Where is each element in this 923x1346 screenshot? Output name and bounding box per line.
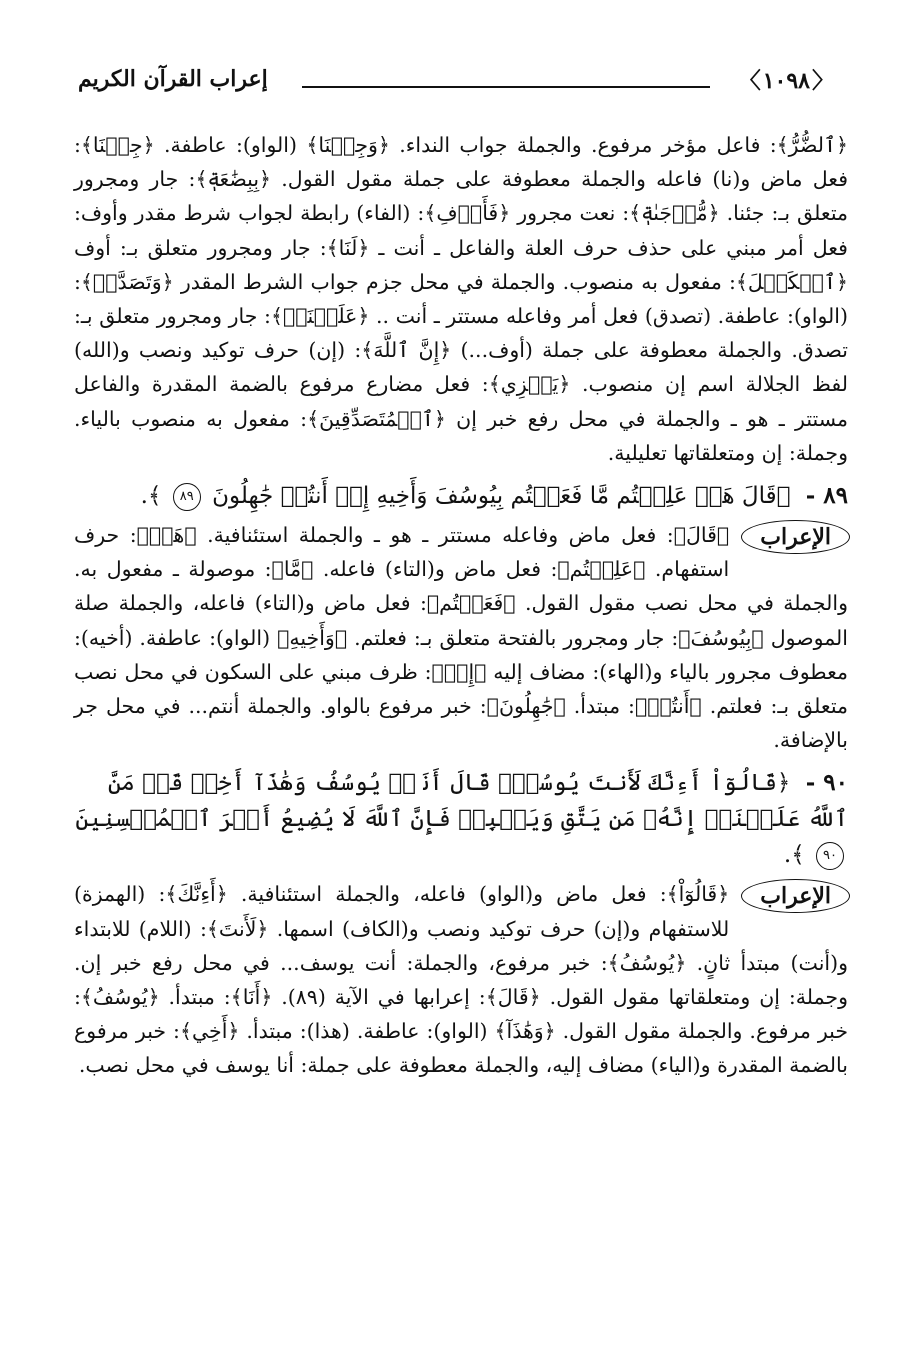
ayah-end-marker: ٩٠ (816, 842, 844, 870)
irab-label: الإعراب (741, 520, 850, 554)
irab-paragraph: ﴿قَالُوٓاْ﴾: فعل ماض و(الواو) فاعله، والجملة استئنافية. ﴿أَءِنَّكَ﴾: (الهمزة) للاستفهام و(إن) حرف توكيد ونصب و(الكاف) اسمها. ﴿لَأَنتَ﴾: (اللام) للابتداء و(أنت) مبتدأ ثانٍ. ﴿يُوسُفُ﴾: خبر مرفوع، والجملة: أنت يوسف... في محل رفع خبر إن. وجملة: إن ومتعلقاتها مقول القول. ﴿قَالَ﴾: إعرابها في الآية (٨٩). ﴿أَنَا﴾: مبتدأ. ﴿يُوسُفُ﴾: خبر مرفوع. والجملة مقول القول. ﴿وَهَٰذَآ﴾ (الواو): عاطفة. (هذا): مبتدأ. ﴿أَخِي﴾: خبر مرفوع بالضمة المقدرة و(الياء) مضاف إليه، والجملة معطوفة على جملة: أنا يوسف في محل نصب. (74, 882, 849, 1078)
verse-text: ﴿قَالُوٓاْ أَءِنَّكَ لَأَنتَ يُوسُفُۖ قَالَ أَنَا۠ يُوسُفُ وَهَٰذَآ أَخِيۖ قَدۡ مَنَّ ٱللَّهُ عَلَيۡنَآۖ إِنَّهُۥ مَن يَتَّقِ وَيَصۡبِرۡ فَإِنَّ ٱللَّهَ لَا يُضِيعُ أَجۡرَ ٱلۡمُحۡسِنِينَ (75, 770, 848, 833)
verse-90 (72, 765, 850, 873)
verse-number: ٩٠ - (805, 769, 848, 797)
verse-text: ﴿قَالَ هَلۡ عَلِمۡتُم مَّا فَعَلۡتُم بِيُوسُفَ وَأَخِيهِ إِذۡ أَنتُمۡ جَٰهِلُونَ (212, 483, 791, 510)
page (72, 56, 850, 1316)
page-number: 〈 ١٠٩٨ 〉 (729, 62, 844, 97)
verse-89 (72, 478, 850, 514)
irab-paragraph: ﴿قَالَ﴾: فعل ماض وفاعله مستتر ـ هو ـ والجملة استئنافية. ﴿هَلۡ﴾: حرف استفهام. ﴿عَلِمۡتُم﴾: فعل ماض و(التاء) فاعله. ﴿مَّا﴾: موصولة ـ مفعول به. والجملة في محل نصب مقول القول. ﴿فَعَلۡتُم﴾: فعل ماض و(التاء) فاعله، والجملة صلة الموصول ﴿بِيُوسُفَ﴾: جار ومجرور بالفتحة متعلق بـ: فعلتم. ﴿وَأَخِيهِ﴾ (الواو): عاطفة. (أخيه): معطوف مجرور بالياء و(الهاء): مضاف إليه ﴿إِذۡ﴾: ظرف مبني على السكون في محل نصب متعلق بـ: فعلتم. ﴿أَنتُمۡ﴾: مبتدأ. ﴿جَٰهِلُونَ﴾: خبر مرفوع بالواو. والجملة أنتم... في محل جر بالإضافة. (74, 523, 848, 753)
page-header (72, 56, 850, 106)
book-title: إعراب القرآن الكريم (78, 66, 268, 92)
intro-paragraph: ﴿ٱلضُّرُّ﴾: فاعل مؤخر مرفوع. والجملة جواب النداء. ﴿وَجِئۡنَا﴾ (الواو): عاطفة. ﴿جِئۡنَا﴾: فعل ماض و(نا) فاعله والجملة معطوفة على جملة مقول القول. ﴿بِبِضَٰعَةٖ﴾: جار ومجرور متعلق بـ: جئنا. ﴿مُّزۡجَىٰةٖ﴾: نعت مجرور ﴿فَأَوۡفِ﴾: (الفاء) رابطة لجواب شرط مقدر وأوف: فعل أمر مبني على حذف حرف العلة والفاعل ـ أنت ـ ﴿لَنَا﴾: جار ومجرور متعلق بـ: أوف ﴿ٱلۡكَيۡلَ﴾: مفعول به منصوب. والجملة في محل جزم جواب الشرط المقدر ﴿وَتَصَدَّقۡ﴾: (الواو): عاطفة. (تصدق) فعل أمر وفاعله مستتر ـ أنت .. ﴿عَلَيۡنَآۖ﴾: جار ومجرور متعلق بـ: تصدق. والجملة معطوفة على جملة (أوف...) ﴿إِنَّ ٱللَّهَ﴾: (إن) حرف توكيد ونصب و(الله) لفظ الجلالة اسم إن منصوب. ﴿يَجۡزِي﴾: فعل مضارع مرفوع بالضمة المقدرة والفاعل مستتر ـ هو ـ والجملة في محل رفع خبر إن ﴿ٱلۡمُتَصَدِّقِينَ﴾: مفعول به منصوب بالياء. وجملة: إن ومتعلقاتها تعليلية. (74, 133, 848, 465)
verse-number: ٨٩ - (805, 482, 848, 510)
ayah-end-marker: ٨٩ (173, 483, 201, 511)
verse-closing: ﴾. (783, 842, 805, 869)
irab-section-89 (72, 518, 850, 757)
verse-closing: ﴾. (140, 483, 162, 510)
irab-section-90 (72, 877, 850, 1082)
irab-label: الإعراب (741, 879, 850, 913)
header-rule (302, 86, 710, 88)
